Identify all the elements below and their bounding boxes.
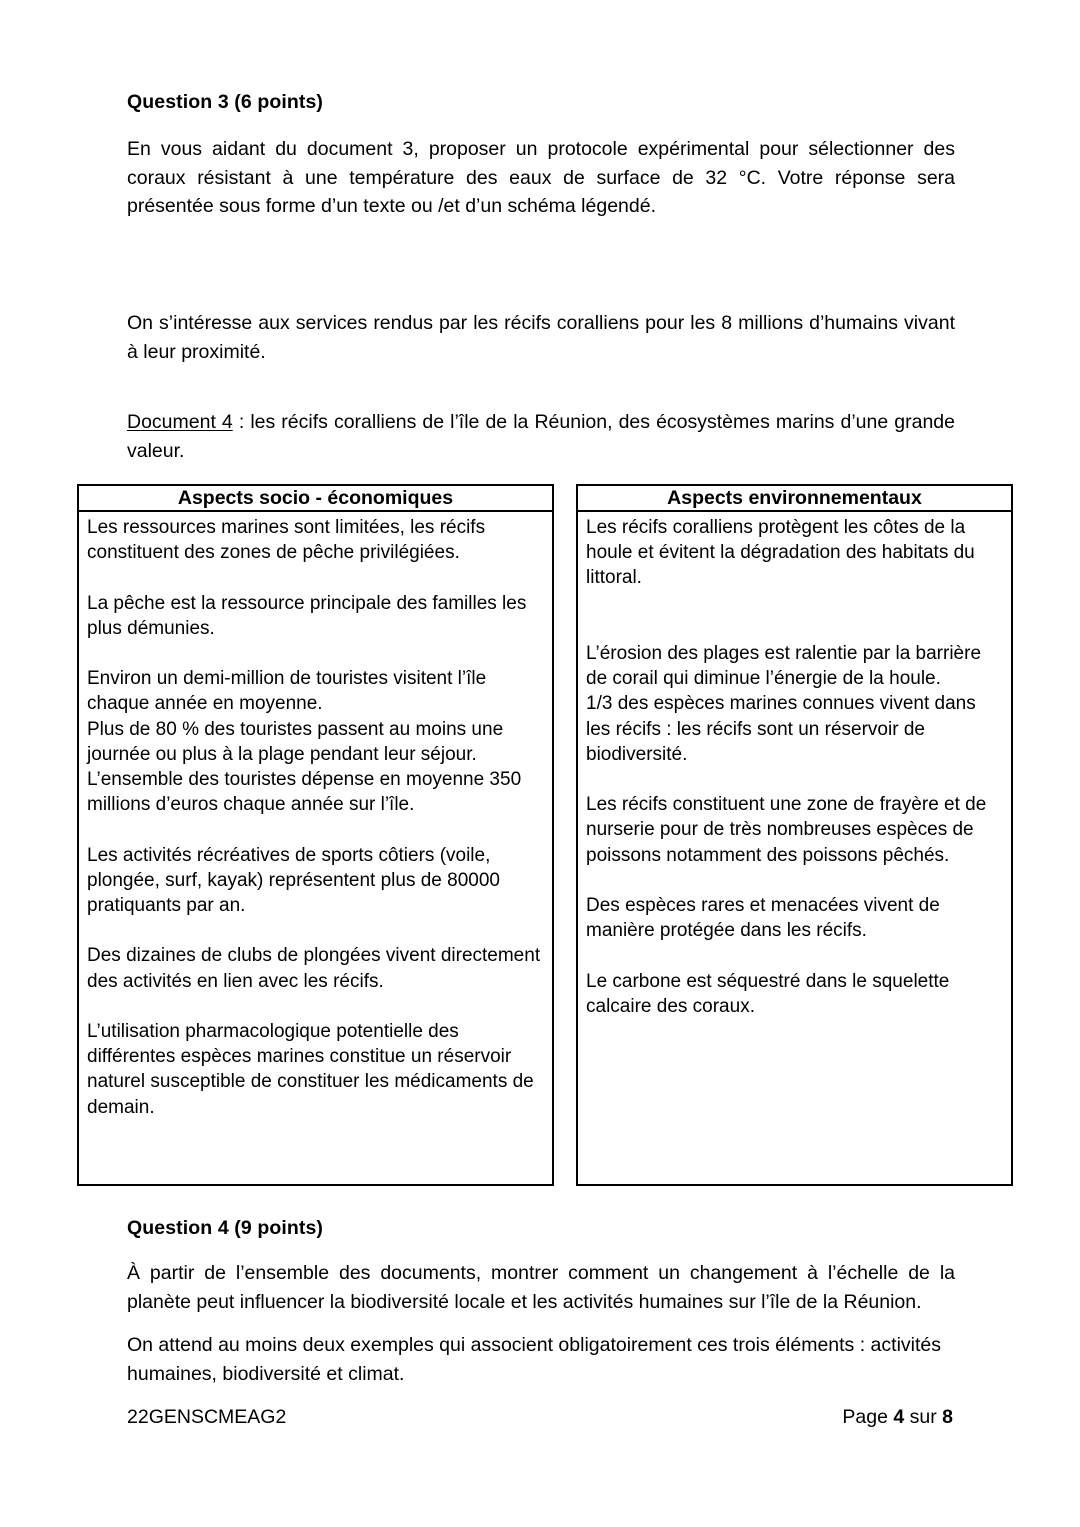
document-4-caption-text: : les récifs coralliens de l’île de la Réunion, des écosystèmes marins d’une grande valeur.: [127, 411, 955, 462]
footer-page-total: 8: [942, 1406, 953, 1428]
table-column-environnemental: [576, 484, 1013, 1186]
footer-page-indicator: [842, 1404, 953, 1430]
list-item: L’utilisation pharmacologique potentielle des différentes espèces marines constitue un réservoir naturel susceptible de constituer les médicaments de demain.: [87, 1020, 534, 1118]
list-item: Des dizaines de clubs de plongées vivent directement des activités en lien avec les récifs.: [87, 945, 541, 992]
list-item: Plus de 80 % des touristes passent au moins une journée ou plus à la plage pendant leur séjour.: [87, 718, 504, 765]
list-item: L’ensemble des touristes dépense en moyenne 350 millions d’euros chaque année sur l’île.: [87, 769, 522, 816]
intro-paragraph: On s’intéresse aux services rendus par les récifs coralliens pour les 8 millions d’humains vivant à leur proximité.: [127, 312, 955, 363]
list-item: Des espèces rares et menacées vivent de manière protégée dans les récifs.: [586, 895, 940, 942]
list-item: La pêche est la ressource principale des familles les plus démunies.: [87, 592, 527, 639]
list-item: Les récifs constituent une zone de frayère et de nurserie pour de très nombreuses espèces de poissons notamment des poissons pêchés.: [586, 794, 987, 866]
document-4-table: [77, 484, 1013, 1186]
document-4-caption: [127, 408, 955, 465]
question-4-paragraph-1: À partir de l’ensemble des documents, montrer comment un changement à l’échelle de la planète peut influencer la biodiversité locale et les activités humaines sur l’île de la Réunion.: [127, 1262, 955, 1313]
column-body-environnemental: [578, 512, 1011, 1184]
footer-page-middle: sur: [904, 1406, 943, 1428]
list-item: Environ un demi-million de touristes visitent l’île chaque année en moyenne.: [87, 668, 487, 715]
page-footer: [127, 1404, 953, 1430]
list-item: 1/3 des espèces marines connues vivent dans les récifs : les récifs sont un réservoir de biodiversité.: [586, 693, 976, 765]
list-item: Les récifs coralliens protègent les côtes de la houle et évitent la dégradation des habitats du littoral.: [586, 517, 975, 589]
document-4-label: Document 4: [127, 411, 233, 433]
footer-page-number: 4: [893, 1406, 905, 1428]
list-item: L’érosion des plages est ralentie par la barrière de corail qui diminue l’énergie de la houle.: [586, 643, 982, 690]
question-3-body: En vous aidant du document 3, proposer un protocole expérimental pour sélectionner des coraux résistant à une température des eaux de surface de 32 °C. Votre réponse sera présentée sous forme d’un texte ou /et d’un schéma légendé.: [127, 138, 955, 217]
footer-reference-code: 22GENSCMEAG2: [127, 1406, 287, 1428]
list-item: Les ressources marines sont limitées, les récifs constituent des zones de pêche privilégiées.: [87, 517, 486, 564]
column-header-environnemental: Aspects environnementaux: [578, 486, 1011, 512]
footer-page-prefix: Page: [842, 1406, 894, 1428]
column-header-socio-economique: Aspects socio - économiques: [79, 486, 552, 512]
table-column-socio-economique: [77, 484, 554, 1186]
question-4-paragraph-2: On attend au moins deux exemples qui associent obligatoirement ces trois éléments : activités humaines, biodiversité et climat.: [127, 1334, 942, 1385]
list-item: Le carbone est séquestré dans le squelette calcaire des coraux.: [586, 970, 950, 1017]
question-3-title: Question 3 (6 points): [127, 91, 324, 113]
list-item: Les activités récréatives de sports côtiers (voile, plongée, surf, kayak) représentent plus de 80000 pratiquants par an.: [87, 844, 500, 916]
column-body-socio-economique: [79, 512, 552, 1184]
question-4-title: Question 4 (9 points): [127, 1217, 324, 1239]
